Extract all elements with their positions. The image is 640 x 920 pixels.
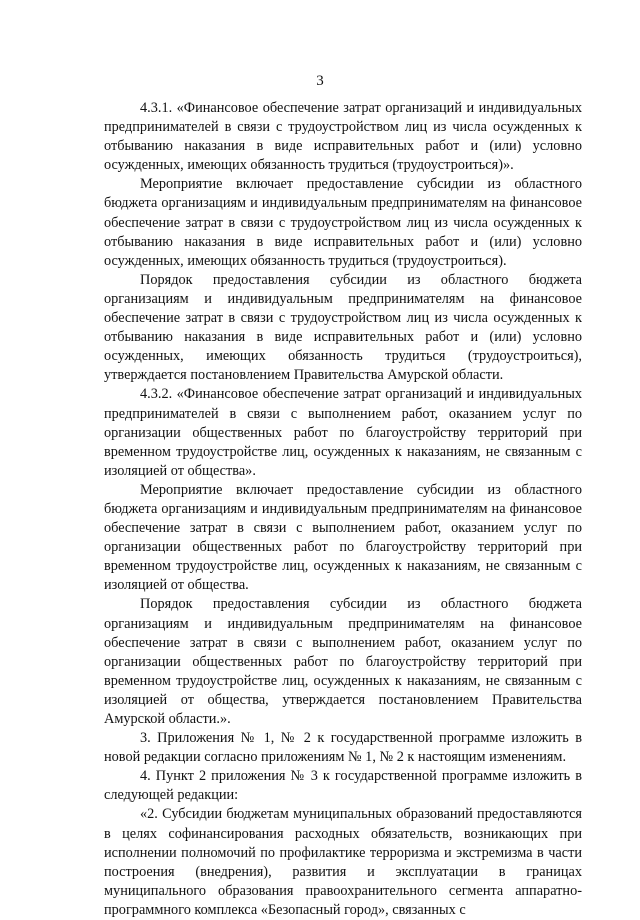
- paragraph-item-3: 3. Приложения № 1, № 2 к государственной программе изложить в новой редакции согласно приложениям № 1, № 2 к настоящим изменениям.: [104, 730, 582, 766]
- paragraph-4-3-1-description: Мероприятие включает предоставление субсидии из областного бюджета организациям и индивидуальным предпринимателям на финансовое обеспечение затрат в связи с трудоустройством лиц из числа осужденных к отбыванию наказания в виде исправительных работ и (или) условно осужденных, имеющих обязанность трудиться (трудоустроиться).: [104, 176, 582, 269]
- paragraph-4-3-1-heading: 4.3.1. «Финансовое обеспечение затрат организаций и индивидуальных предпринимателей в связи с трудоустройством лиц из числа осужденных к отбыванию наказания в виде исправительных работ и (или) условно осужденных, имеющих обязанность трудиться (трудоустроиться)».: [104, 100, 582, 174]
- paragraph-quoted-item-2: «2. Субсидии бюджетам муниципальных образований предоставляются в целях софинансирования расходных обязательств, возникающих при исполнении полномочий по профилактике терроризма и экстремизма в части построения (внедрения), развития и эксплуатации в границах муниципального образования правоохранительного сегмента аппаратно-программного комплекса «Безопасный город», связанных с: [104, 806, 582, 918]
- paragraph-4-3-2-procedure: Порядок предоставления субсидии из областного бюджета организациям и индивидуальным предпринимателям на финансовое обеспечение затрат в связи с выполнением работ, оказанием услуг по организации общественных работ по благоустройству территорий при временном трудоустройстве лиц, осужденных к наказаниям, не связанным с изоляцией от общества, утверждается постановлением Правительства Амурской области.».: [104, 596, 582, 727]
- paragraph-4-3-2-description: Мероприятие включает предоставление субсидии из областного бюджета организациям и индивидуальным предпринимателям на финансовое обеспечение затрат в связи с выполнением работ, оказанием услуг по организации общественных работ по благоустройству территорий при временном трудоустройстве лиц, осужденных к наказаниям, не связанным с изоляцией от общества.: [104, 481, 582, 594]
- document-body: [104, 99, 582, 920]
- paragraph-4-3-1-procedure: Порядок предоставления субсидии из областного бюджета организациям и индивидуальным предпринимателям на финансовое обеспечение затрат в связи с трудоустройством лиц из числа осужденных к отбыванию наказания в виде исправительных работ и (или) условно осужденных, имеющих обязанность трудиться (трудоустроиться), утверждается постановлением Правительства Амурской области.: [104, 271, 582, 384]
- paragraph-4-3-2-heading: 4.3.2. «Финансовое обеспечение затрат организаций и индивидуальных предпринимателей в связи с выполнением работ, оказанием услуг по организации общественных работ по благоустройству территорий при временном трудоустройстве лиц, осужденных к наказаниям, не связанным с изоляцией от общества».: [104, 386, 582, 479]
- page-number: 3: [316, 73, 324, 89]
- paragraph-item-4: 4. Пункт 2 приложения № 3 к государственной программе изложить в следующей редакции:: [104, 768, 582, 804]
